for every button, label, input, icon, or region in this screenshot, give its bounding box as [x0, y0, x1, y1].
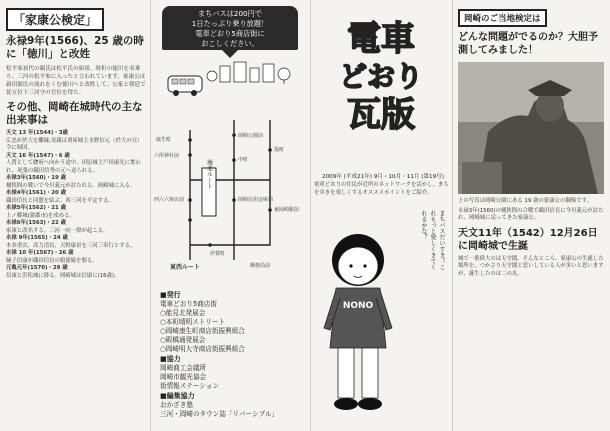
info-heading: ■発行: [160, 291, 181, 299]
info-heading: ■編集協力: [160, 392, 195, 400]
info-item: 岡崎市観光協会: [160, 373, 207, 381]
cover-description: 電車どおりの住民が近所のネットワークを活かし、まちを歩きを楽しくするオススメポイントをご紹介。: [314, 182, 449, 196]
chronology-text: 人質として駿府へ向かう途中、田原城主戸田康光に奪われ、尾張の織田信秀の元へ送られる。: [6, 160, 141, 174]
headline-tokugawa-rename: 永禄9年(1566)、25 歳の時に「徳川」と改姓: [6, 35, 144, 60]
masthead-title: [310, 20, 452, 134]
banner-line: 電車どおり5商店街に: [195, 29, 265, 38]
child-character-illustration: [314, 228, 414, 428]
paragraph-tokugawa: 松平家初代の親氏は松平氏の始祖。時折の徳川を名乗り、三河の松平家に入ったと言われています。家康公は新田源氏の流れをくむ徳川へと改姓して、公家と朝廷で従五位下三河守の官位を得た。: [6, 66, 146, 96]
station-dots: [188, 133, 272, 247]
info-item: ○岡崎明大寺商店街振興組合: [160, 345, 245, 353]
character-speech: まちバスだいすき！これもっと楽しくきてくれるかな？: [420, 210, 445, 270]
route-map: [150, 60, 310, 280]
headline-birth: 天文11年（1542）12月26日に岡崎城で生誕: [458, 227, 598, 252]
shirt-text: NONO: [342, 301, 374, 311]
title-char: お: [366, 60, 395, 93]
column-local-quiz: [452, 0, 610, 431]
issue-info: 2009年 (平成21年) 9月・10月・11月 (第19号): [322, 174, 444, 180]
title-char: 車: [381, 19, 415, 59]
banner-line: おこしください。: [201, 39, 259, 48]
chronology-year: 永禄 10 年(1567)・26 歳: [6, 250, 74, 256]
chronology-year: 永禄4年(1561)・20 歳: [6, 190, 67, 196]
question-headline: どんな問題がでるのか？大胆予測してみました！: [458, 32, 598, 56]
town-illustration-icon: [207, 62, 290, 84]
title-char: 瓦: [347, 95, 381, 135]
paragraph-return: 永禄3年(1560)の桶狭間の合戦で織田信長に今川義元が討たれ、岡崎城に戻ってきた家康公。: [458, 207, 604, 222]
chronology-text: 嫡子信康が織田信長の娘徳姫を娶る。: [6, 257, 98, 264]
info-item: ○殿橋通発展会: [160, 336, 206, 344]
chronology-text: 本多重次、高力清長、天野康景を三河三奉行とする。: [6, 242, 136, 249]
chronology-text: 家康と改名する。三河一向一揆が起こる。: [6, 227, 109, 234]
station-label: 郵便局前: [250, 263, 271, 269]
info-heading: ■協力: [160, 355, 181, 363]
column-bus-map: [150, 0, 310, 431]
chronology-year: 永禄3年(1560)・19 歳: [6, 175, 67, 181]
banner-line: 1日たっぷり乗り放題！: [191, 19, 269, 28]
title-char: り: [395, 60, 424, 93]
photo-caption: 上の写真は岡崎公園にある 19 歳の家康公の銅像です。: [458, 198, 592, 204]
section-title-local-quiz: 岡崎のご当地検定は: [458, 9, 547, 27]
info-item: ○岡崎康生町商店街振興組合: [160, 327, 245, 335]
station-label: 六所神社前: [154, 153, 180, 159]
station-label: 投町: [274, 147, 285, 153]
column-cover: [310, 0, 452, 431]
chronology-year: 永禄5年(1562)・21 歳: [6, 205, 67, 211]
station-label: 中町: [238, 157, 249, 163]
title-char: 版: [381, 95, 415, 135]
info-item: 電車どおり5商店街: [160, 300, 217, 308]
info-item: ○能見北発展会: [160, 309, 206, 317]
info-item: 三河・岡崎のタウン誌「リバーシブル」: [160, 410, 279, 418]
chronology-text: 上ノ郷城(蒲郡市)を攻める。: [6, 212, 75, 219]
chronology-text: 桶狭間の戦いで今川義元が討たれる。岡崎城に入る。: [6, 182, 136, 189]
chronology-text: 広忠が於大を離縁,母親は刈屋城主水野信元（於大の兄）令に帰国。: [6, 137, 143, 151]
chronology-year: 永禄6年(1563)・22 歳: [6, 220, 67, 226]
headline-okazaki-events: その他、岡崎在城時代の主な出来事は: [6, 101, 143, 126]
station-label: 岡崎公園前: [238, 133, 264, 139]
title-char: 電: [347, 19, 381, 59]
info-item: おかざき塾: [160, 401, 193, 409]
station-label: 東岡崎駅前: [274, 207, 300, 213]
column-ieyasu-quiz: [0, 0, 150, 431]
paragraph-birth: 城で一番偉大のは天守閣。そんなところ、家康公の生誕した場所を、つかさり天守閣と思いしている人が多いと思いますが、誕生したのは二の丸。: [458, 255, 604, 277]
station-label: 伊賀町: [210, 251, 226, 257]
east-west-route-label: 東西ルート: [170, 264, 201, 271]
chronology-text: 織田信長と同盟を結ぶ。西三河を平定する。: [6, 197, 114, 204]
title-char: ど: [338, 60, 367, 93]
chronology-year: 元亀元年(1570)・29 歳: [6, 265, 68, 271]
info-item: 岡崎商工会議所: [160, 364, 207, 372]
ieyasu-statue-photo: [458, 62, 604, 194]
publisher-info: [160, 290, 308, 419]
bus-banner: [162, 6, 298, 50]
chronology-year: 天文 13 年(1544)・3歳: [6, 130, 68, 136]
chronology-year: 天文 16 年(1547)・6 歳: [6, 152, 70, 159]
south-route-label: 南北ルート: [205, 159, 213, 189]
banner-line: まちバスは200円で: [197, 9, 263, 18]
chronology-text: 信康と浜松城に移る。岡崎城は信康に(16歳)。: [6, 272, 120, 279]
info-item: ○本町晴明ストリート: [160, 318, 226, 326]
statue-icon: [458, 62, 604, 194]
station-label: 西六六角店前: [154, 197, 185, 203]
section-title-ieyasu-quiz: 「家康公検定」: [6, 8, 104, 31]
station-label: 岡崎信用金庫前: [238, 197, 274, 203]
banner-pointer: [222, 50, 238, 58]
station-label: 康生町: [156, 137, 172, 143]
chronology-list: [6, 130, 146, 280]
info-item: 街情報ステーション: [160, 382, 219, 390]
chronology-year: 永禄 9年(1565)・24 歳: [6, 235, 68, 241]
bus-icon: [168, 76, 202, 96]
